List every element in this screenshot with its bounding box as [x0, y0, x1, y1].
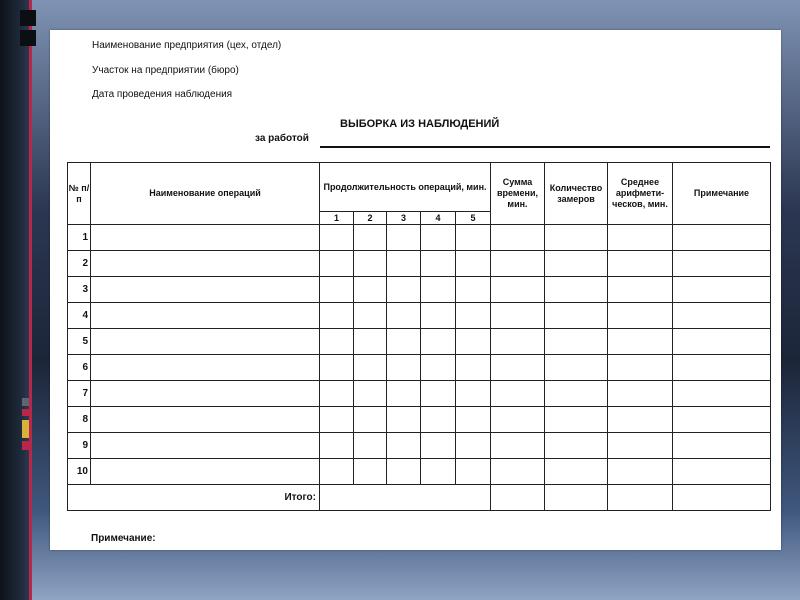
cell-sum[interactable]	[491, 381, 545, 407]
cell-d2[interactable]	[354, 329, 387, 355]
cell-note[interactable]	[673, 303, 771, 329]
subheader-duration-3: 3	[387, 212, 421, 225]
cell-operation[interactable]	[91, 225, 320, 251]
cell-count[interactable]	[545, 459, 608, 485]
total-row	[68, 485, 771, 511]
table-row	[68, 277, 771, 303]
cell-d1[interactable]	[320, 433, 354, 459]
total-count-cell[interactable]	[545, 485, 608, 511]
cell-d3[interactable]	[387, 459, 421, 485]
table-row	[68, 225, 771, 251]
cell-note[interactable]	[673, 459, 771, 485]
cell-avg[interactable]	[608, 407, 673, 433]
table-row	[68, 303, 771, 329]
cell-d3[interactable]	[387, 381, 421, 407]
decor-square-yellow	[22, 420, 29, 438]
cell-d4[interactable]	[421, 355, 456, 381]
cell-note[interactable]	[673, 433, 771, 459]
left-decor-bar	[0, 0, 30, 600]
cell-operation[interactable]	[91, 251, 320, 277]
cell-d2[interactable]	[354, 225, 387, 251]
cell-d4[interactable]	[421, 277, 456, 303]
date-label: Дата проведения наблюдения	[92, 89, 233, 100]
subheader-duration-1: 1	[320, 212, 354, 225]
row-number: 2	[68, 251, 91, 277]
cell-d2[interactable]	[354, 407, 387, 433]
cell-d5[interactable]	[456, 459, 491, 485]
header-sum: Сумма времени, мин.	[491, 163, 545, 225]
total-label: Итого:	[68, 485, 320, 511]
cell-d3[interactable]	[387, 251, 421, 277]
cell-operation[interactable]	[91, 407, 320, 433]
cell-d1[interactable]	[320, 329, 354, 355]
row-number: 5	[68, 329, 91, 355]
enterprise-label: Наименование предприятия (цех, отдел)	[92, 40, 282, 51]
cell-d1[interactable]	[320, 459, 354, 485]
cell-d4[interactable]	[421, 251, 456, 277]
table-row	[68, 407, 771, 433]
cell-d2[interactable]	[354, 277, 387, 303]
cell-count[interactable]	[545, 381, 608, 407]
cell-operation[interactable]	[91, 277, 320, 303]
table-row	[68, 459, 771, 485]
table-row	[68, 355, 771, 381]
cell-d4[interactable]	[421, 433, 456, 459]
cell-count[interactable]	[545, 251, 608, 277]
cell-note[interactable]	[673, 407, 771, 433]
cell-count[interactable]	[545, 355, 608, 381]
cell-operation[interactable]	[91, 381, 320, 407]
decor-square-gray	[22, 398, 29, 406]
cell-avg[interactable]	[608, 355, 673, 381]
decor-block-second	[20, 30, 36, 46]
cell-d2[interactable]	[354, 251, 387, 277]
cell-d5[interactable]	[456, 407, 491, 433]
cell-sum[interactable]	[491, 225, 545, 251]
header-note: Примечание	[673, 163, 771, 225]
cell-avg[interactable]	[608, 251, 673, 277]
cell-d3[interactable]	[387, 407, 421, 433]
subheader-duration-4: 4	[421, 212, 456, 225]
note-label: Примечание:	[91, 533, 156, 544]
cell-avg[interactable]	[608, 225, 673, 251]
cell-d5[interactable]	[456, 329, 491, 355]
row-number: 4	[68, 303, 91, 329]
left-accent-line	[29, 0, 32, 600]
cell-d3[interactable]	[387, 433, 421, 459]
cell-sum[interactable]	[491, 303, 545, 329]
document-subtitle: за работой	[255, 133, 309, 144]
cell-sum[interactable]	[491, 251, 545, 277]
cell-d2[interactable]	[354, 459, 387, 485]
cell-d4[interactable]	[421, 225, 456, 251]
cell-avg[interactable]	[608, 277, 673, 303]
decor-square-red-2	[22, 441, 29, 450]
cell-count[interactable]	[545, 329, 608, 355]
row-number: 8	[68, 407, 91, 433]
cell-d2[interactable]	[354, 303, 387, 329]
cell-note[interactable]	[673, 225, 771, 251]
cell-count[interactable]	[545, 277, 608, 303]
cell-d3[interactable]	[387, 329, 421, 355]
cell-sum[interactable]	[491, 433, 545, 459]
cell-d5[interactable]	[456, 433, 491, 459]
row-number: 9	[68, 433, 91, 459]
cell-d1[interactable]	[320, 303, 354, 329]
cell-sum[interactable]	[491, 329, 545, 355]
cell-avg[interactable]	[608, 329, 673, 355]
table-row	[68, 381, 771, 407]
cell-d5[interactable]	[456, 251, 491, 277]
cell-d2[interactable]	[354, 433, 387, 459]
cell-d1[interactable]	[320, 225, 354, 251]
cell-d5[interactable]	[456, 277, 491, 303]
row-number: 1	[68, 225, 91, 251]
decor-square-red	[22, 409, 29, 416]
cell-avg[interactable]	[608, 303, 673, 329]
cell-operation[interactable]	[91, 459, 320, 485]
table-row	[68, 329, 771, 355]
cell-sum[interactable]	[491, 459, 545, 485]
cell-avg[interactable]	[608, 433, 673, 459]
cell-d1[interactable]	[320, 407, 354, 433]
total-duration-cell[interactable]	[320, 485, 491, 511]
cell-d5[interactable]	[456, 225, 491, 251]
cell-count[interactable]	[545, 407, 608, 433]
row-number: 7	[68, 381, 91, 407]
document-title: ВЫБОРКА ИЗ НАБЛЮДЕНИЙ	[340, 118, 500, 130]
cell-avg[interactable]	[608, 459, 673, 485]
cell-note[interactable]	[673, 277, 771, 303]
cell-d4[interactable]	[421, 407, 456, 433]
total-note-cell[interactable]	[673, 485, 771, 511]
total-avg-cell[interactable]	[608, 485, 673, 511]
cell-d4[interactable]	[421, 381, 456, 407]
cell-note[interactable]	[673, 251, 771, 277]
header-duration: Продолжительность операций, мин.	[320, 163, 491, 212]
cell-operation[interactable]	[91, 329, 320, 355]
cell-d4[interactable]	[421, 459, 456, 485]
cell-d3[interactable]	[387, 303, 421, 329]
observation-table	[67, 162, 771, 511]
header-num: № п/п	[68, 163, 91, 225]
table-body	[68, 225, 771, 485]
cell-sum[interactable]	[491, 355, 545, 381]
header-count: Количество замеров	[545, 163, 608, 225]
subtitle-rule	[320, 146, 770, 148]
cell-sum[interactable]	[491, 407, 545, 433]
cell-note[interactable]	[673, 355, 771, 381]
row-number: 10	[68, 459, 91, 485]
cell-d1[interactable]	[320, 251, 354, 277]
cell-operation[interactable]	[91, 303, 320, 329]
cell-sum[interactable]	[491, 277, 545, 303]
header-avg: Среднее арифмети-ческов, мин.	[608, 163, 673, 225]
table-row	[68, 251, 771, 277]
cell-d5[interactable]	[456, 303, 491, 329]
cell-count[interactable]	[545, 303, 608, 329]
cell-d5[interactable]	[456, 355, 491, 381]
cell-avg[interactable]	[608, 381, 673, 407]
cell-d1[interactable]	[320, 355, 354, 381]
cell-operation[interactable]	[91, 355, 320, 381]
row-number: 3	[68, 277, 91, 303]
cell-d3[interactable]	[387, 355, 421, 381]
cell-d4[interactable]	[421, 329, 456, 355]
total-sum-cell[interactable]	[491, 485, 545, 511]
cell-d3[interactable]	[387, 277, 421, 303]
cell-d2[interactable]	[354, 381, 387, 407]
cell-count[interactable]	[545, 433, 608, 459]
cell-note[interactable]	[673, 329, 771, 355]
cell-d5[interactable]	[456, 381, 491, 407]
header-operation: Наименование операций	[91, 163, 320, 225]
cell-d4[interactable]	[421, 303, 456, 329]
cell-d1[interactable]	[320, 277, 354, 303]
table-row	[68, 433, 771, 459]
decor-block-top	[20, 10, 36, 26]
site-label: Участок на предприятии (бюро)	[92, 65, 239, 76]
cell-operation[interactable]	[91, 433, 320, 459]
cell-note[interactable]	[673, 381, 771, 407]
row-number: 6	[68, 355, 91, 381]
cell-count[interactable]	[545, 225, 608, 251]
subheader-duration-5: 5	[456, 212, 491, 225]
cell-d2[interactable]	[354, 355, 387, 381]
subheader-duration-2: 2	[354, 212, 387, 225]
cell-d1[interactable]	[320, 381, 354, 407]
cell-d3[interactable]	[387, 225, 421, 251]
